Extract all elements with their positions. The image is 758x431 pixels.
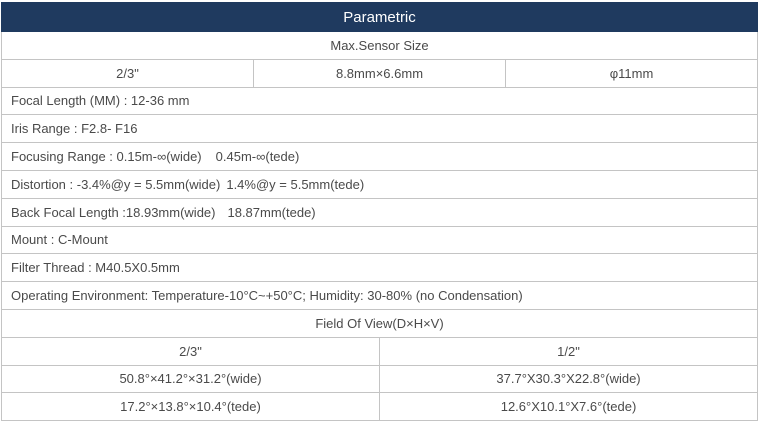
max-sensor-size-label: Max.Sensor Size bbox=[2, 32, 758, 60]
table-title: Parametric bbox=[2, 3, 758, 32]
fov-tele-2-3: 17.2°×13.8°×10.4°(tede) bbox=[2, 393, 380, 421]
fov-tele-row bbox=[2, 393, 758, 421]
filter-thread-row bbox=[2, 254, 758, 282]
mount-spec: Mount : C-Mount bbox=[2, 226, 758, 254]
focal-length-spec: Focal Length (MM) : 12-36 mm bbox=[2, 87, 758, 115]
sensor-dimensions-value: 8.8mm×6.6mm bbox=[254, 59, 506, 87]
sensor-format-value: 2/3" bbox=[2, 59, 254, 87]
operating-environment-row bbox=[2, 282, 758, 310]
fov-format-row bbox=[2, 337, 758, 365]
field-of-view-label: Field Of View(D×H×V) bbox=[2, 309, 758, 337]
fov-tele-1-2: 12.6°X10.1°X7.6°(tede) bbox=[380, 393, 758, 421]
focusing-range-spec bbox=[2, 143, 758, 171]
focal-length-row bbox=[2, 87, 758, 115]
sensor-size-label-row bbox=[2, 32, 758, 60]
field-of-view-label-row bbox=[2, 309, 758, 337]
distortion-wide: Distortion : -3.4%@y = 5.5mm(wide) bbox=[11, 176, 221, 192]
fov-format-1-2: 1/2" bbox=[380, 337, 758, 365]
back-focal-length-tele: 18.87mm(tede) bbox=[227, 204, 316, 220]
sensor-diameter-value: φ11mm bbox=[506, 59, 758, 87]
back-focal-length-row bbox=[2, 198, 758, 226]
fov-wide-2-3: 50.8°×41.2°×31.2°(wide) bbox=[2, 365, 380, 393]
fov-wide-row bbox=[2, 365, 758, 393]
fov-format-2-3: 2/3" bbox=[2, 337, 380, 365]
focusing-range-wide: Focusing Range : 0.15m-∞(wide) bbox=[11, 149, 202, 165]
operating-environment-spec: Operating Environment: Temperature-10°C~+50°C; Humidity: 30-80% (no Condensation) bbox=[2, 282, 758, 310]
focusing-range-row bbox=[2, 143, 758, 171]
back-focal-length-spec bbox=[2, 198, 758, 226]
focusing-range-tele: 0.45m-∞(tede) bbox=[215, 149, 300, 165]
table-title-row bbox=[2, 3, 758, 32]
mount-row bbox=[2, 226, 758, 254]
distortion-spec bbox=[2, 170, 758, 198]
iris-range-spec: Iris Range : F2.8- F16 bbox=[2, 115, 758, 143]
fov-wide-1-2: 37.7°X30.3°X22.8°(wide) bbox=[380, 365, 758, 393]
iris-range-row bbox=[2, 115, 758, 143]
sensor-size-values-row bbox=[2, 59, 758, 87]
distortion-tele: 1.4%@y = 5.5mm(tede) bbox=[226, 176, 365, 192]
filter-thread-spec: Filter Thread : M40.5X0.5mm bbox=[2, 254, 758, 282]
parametric-table bbox=[1, 2, 758, 421]
back-focal-length-wide: Back Focal Length :18.93mm(wide) bbox=[11, 204, 216, 220]
distortion-row bbox=[2, 170, 758, 198]
